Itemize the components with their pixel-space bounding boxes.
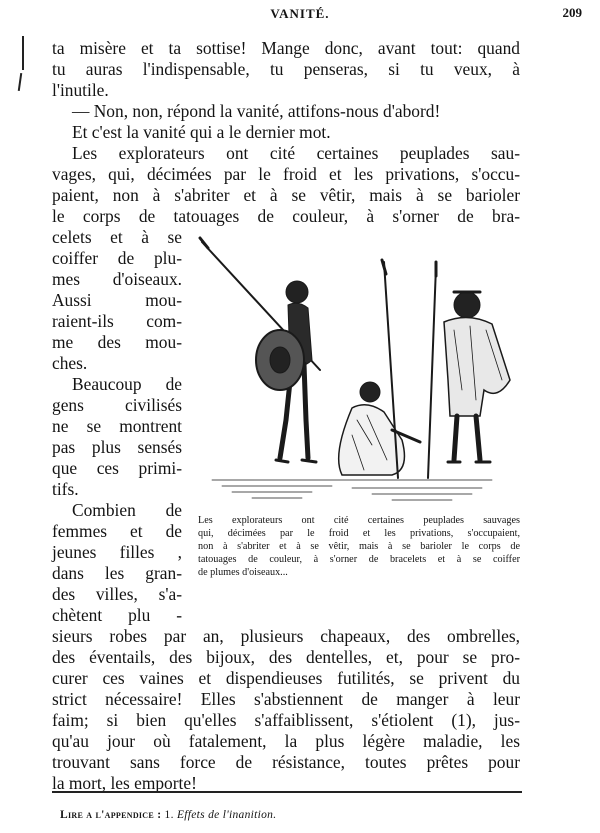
margin-mark (18, 73, 22, 91)
column-line: Aussi mou- (52, 290, 182, 310)
footnote-title: Effets de l'inanition. (176, 809, 277, 821)
text-line: vages, qui, décimées par le froid et les privations, s'occu- (52, 164, 520, 184)
text-line: strict nécessaire! Elles s'abstiennent de manger à leur (52, 689, 520, 709)
text-line: des éventails, des bijoux, des dentelles, et, pour se pro- (52, 647, 520, 667)
shield-boss (270, 347, 290, 373)
text-line: trouvant sans force de résistance, toutes prêtes pour (52, 752, 520, 772)
text-line: faim; si bien qu'elles s'affaiblissent, s'étiolent (1), jus- (52, 710, 520, 730)
column-line: jeunes filles , (52, 542, 182, 562)
spear-tip (382, 260, 386, 274)
text-line: sieurs robes par an, plusieurs chapeaux, des ombrelles, (52, 626, 520, 646)
footnote-label: Lire a l'appendice : (60, 809, 162, 821)
engraving-illustration (192, 230, 522, 510)
page-number: 209 (562, 5, 582, 20)
column-line: ches. (52, 353, 88, 373)
column-line: gens civilisés (52, 395, 182, 415)
caption-line: non à s'abriter et à se vêtir, mais à se barioler le corps de (198, 541, 520, 552)
illustration-caption (198, 514, 520, 579)
text-line: Les explorateurs ont cité certaines peuplades sau- (72, 143, 520, 163)
column-line: dans les gran- (52, 563, 182, 583)
warrior-right-figure (444, 292, 510, 462)
text-line: paient, non à s'abriter et à se vêtir, mais à se barioler (52, 185, 520, 205)
column-line: chètent plu - (52, 605, 182, 625)
text-line: la mort, les emporte! (52, 773, 197, 793)
text-line: qu'au jour où fatalement, la plus légère maladie, les (52, 731, 520, 751)
text-line: — Non, non, répond la vanité, attifons-nous d'abord! (72, 101, 441, 121)
column-line: pas plus sensés (52, 437, 182, 457)
ground-hatching (212, 480, 492, 500)
text-line: ta misère et ta sottise! Mange donc, avant tout: quand (52, 38, 520, 58)
column-line: tifs. (52, 479, 79, 499)
running-head-title: VANITÉ. (270, 6, 330, 21)
seated-figure (339, 382, 420, 475)
footnote-number: 1. (164, 809, 174, 821)
column-line: femmes et de (52, 521, 182, 541)
caption-line: de plumes d'oiseaux... (198, 567, 288, 578)
column-line: coiffer de plu- (52, 248, 182, 268)
text-line: Et c'est la vanité qui a le dernier mot. (72, 122, 331, 142)
footnote (60, 809, 276, 821)
column-line: celets et à se (52, 227, 182, 247)
column-line: mes d'oiseaux. (52, 269, 182, 289)
caption-line: qui, décimées par le froid et les privations, s'occupaient, (198, 528, 520, 539)
text-line: l'inutile. (52, 80, 109, 100)
text-line: le corps de tatouages de couleur, à s'orner de bra- (52, 206, 520, 226)
column-line: Combien de (72, 500, 182, 520)
caption-line: Les explorateurs ont cité certaines peuplades sauvages (198, 515, 520, 526)
text-line: curer ces vaines et dispendieuses futilités, se privent du (52, 668, 520, 688)
column-line: ne se montrent (52, 416, 182, 436)
column-line: Beaucoup de (72, 374, 182, 394)
column-line: me des mou- (52, 332, 182, 352)
column-line: raient-ils com- (52, 311, 182, 331)
caption-line: tatouages de couleur, à s'orner de bracelets et à se coiffer (198, 554, 520, 565)
spear (428, 266, 436, 478)
column-line: des villes, s'a- (52, 584, 182, 604)
text-line: tu auras l'indispensable, tu penseras, si tu veux, à (52, 59, 520, 79)
margin-mark (22, 36, 24, 70)
column-line: que ces primi- (52, 458, 182, 478)
footnote-rule (52, 791, 522, 793)
